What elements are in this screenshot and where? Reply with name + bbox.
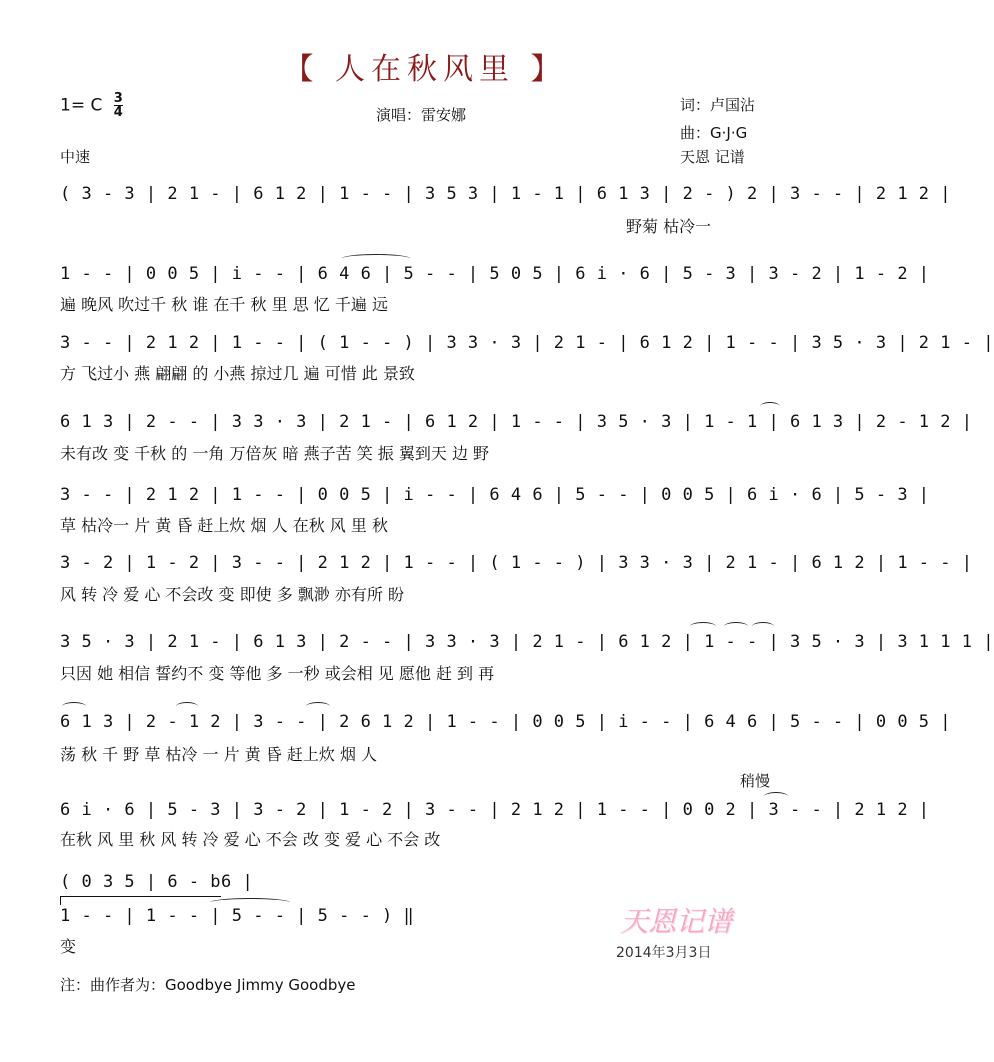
- slur: [690, 622, 716, 631]
- score-lyrics-4: 未有改 变 千秋 的 一角 万倍灰 暗 燕子苦 笑 振 翼到天 边 野: [60, 444, 490, 463]
- ending-bracket: [60, 896, 221, 905]
- score-notes-9: 6 i · 6 | 5 - 3 | 3 - 2 | 1 - 2 | 3 - - | 2 1 2 | 1 - - | 0 0 2 | 3 - - | 2 1 2 |: [60, 800, 930, 820]
- score-lyrics-8: 荡 秋 千 野 草 枯冷 一 片 黄 昏 赶上炊 烟 人: [60, 745, 378, 764]
- slur: [724, 622, 748, 631]
- ending-alternate-line: ( 0 3 5 | 6 - b6 |: [60, 872, 254, 892]
- slur: [752, 622, 774, 631]
- tempo-change-marking: 稍慢: [740, 772, 771, 790]
- score-notes-1: ( 3 - 3 | 2 1 - | 6 1 2 | 1 - - | 3 5 3 | 1 - 1 | 6 1 3 | 2 - ) 2 | 3 - - | 2 1 2 |: [60, 184, 951, 204]
- key-signature: [60, 92, 123, 119]
- score-notes-4: 6 1 3 | 2 - - | 3 3 · 3 | 2 1 - | 6 1 2 | 1 - - | 3 5 · 3 | 1 - 1 | 6 1 3 | 2 - 1 2 |: [60, 412, 973, 432]
- score-lyrics-9: 在秋 风 里 秋 风 转 冷 爱 心 不会 改 变 爱 心 不会 改: [60, 830, 441, 849]
- time-numerator: 3: [113, 91, 123, 106]
- score-lyrics-1: 野菊 枯冷一: [626, 217, 712, 236]
- lyricist-credit: 词：卢国沾: [680, 96, 756, 114]
- stamp-date: 2014年3月3日: [616, 945, 712, 961]
- score-lyrics-2: 遍 晚风 吹过千 秋 谁 在千 秋 里 思 忆 千遍 远: [60, 295, 388, 314]
- score-notes-5: 3 - - | 2 1 2 | 1 - - | 0 0 5 | i - - | 6 4 6 | 5 - - | 0 0 5 | 6 i · 6 | 5 - 3 |: [60, 485, 930, 505]
- slur: [342, 254, 410, 263]
- key-tonic: 1= C: [60, 95, 103, 116]
- watermark-stamp: 天恩记谱: [620, 905, 733, 938]
- score-notes-7: 3 5 · 3 | 2 1 - | 6 1 3 | 2 - - | 3 3 · 3 | 2 1 - | 6 1 2 | 1 - - | 3 5 · 3 | 3 1 1 1 |: [60, 632, 994, 652]
- score-lyrics-6: 风 转 冷 爱 心 不会改 变 即使 多 飘渺 亦有所 盼: [60, 585, 404, 604]
- score-lyrics-ending: 变: [60, 937, 77, 956]
- tempo-marking: 中速: [60, 148, 91, 166]
- composer-credit: 曲：G·J·G: [680, 124, 748, 142]
- composer-footnote: 注：曲作者为：Goodbye Jimmy Goodbye: [60, 976, 356, 994]
- slur: [62, 702, 86, 711]
- score-notes-8: 6 1 3 | 2 - 1 2 | 3 - - | 2 6 1 2 | 1 - - | 0 0 5 | i - - | 6 4 6 | 5 - - | 0 0 5 |: [60, 712, 951, 732]
- singer-credit: 演唱：雷安娜: [376, 106, 467, 124]
- score-lyrics-5: 草 枯冷一 片 黄 昏 赶上炊 烟 人 在秋 风 里 秋: [60, 516, 388, 535]
- slur: [760, 402, 780, 411]
- score-notes-3: 3 - - | 2 1 2 | 1 - - | ( 1 - - ) | 3 3 · 3 | 2 1 - | 6 1 2 | 1 - - | 3 5 · 3 | 2 1 - |: [60, 333, 994, 353]
- time-denominator: 4: [113, 105, 123, 120]
- score-lyrics-7: 只因 她 相信 誓约不 变 等他 多 一秒 或会相 见 愿他 赶 到 再: [60, 664, 495, 683]
- time-signature: [114, 92, 123, 119]
- song-title: 【 人在秋风里 】: [283, 52, 567, 87]
- score-notes-2: 1 - - | 0 0 5 | i - - | 6 4 6 | 5 - - | 5 0 5 | 6 i · 6 | 5 - 3 | 3 - 2 | 1 - 2 |: [60, 264, 930, 284]
- score-lyrics-3: 方 飞过小 燕 翩翩 的 小燕 掠过几 遍 可惜 此 景致: [60, 364, 415, 383]
- slur: [306, 702, 330, 711]
- score-notes-6: 3 - 2 | 1 - 2 | 3 - - | 2 1 2 | 1 - - | ( 1 - - ) | 3 3 · 3 | 2 1 - | 6 1 2 | 1 - - |: [60, 553, 973, 573]
- slur: [176, 702, 198, 711]
- transcriber-credit: 天恩 记谱: [680, 148, 745, 166]
- score-notes-ending: 1 - - | 1 - - | 5 - - | 5 - - ) ‖: [60, 906, 415, 926]
